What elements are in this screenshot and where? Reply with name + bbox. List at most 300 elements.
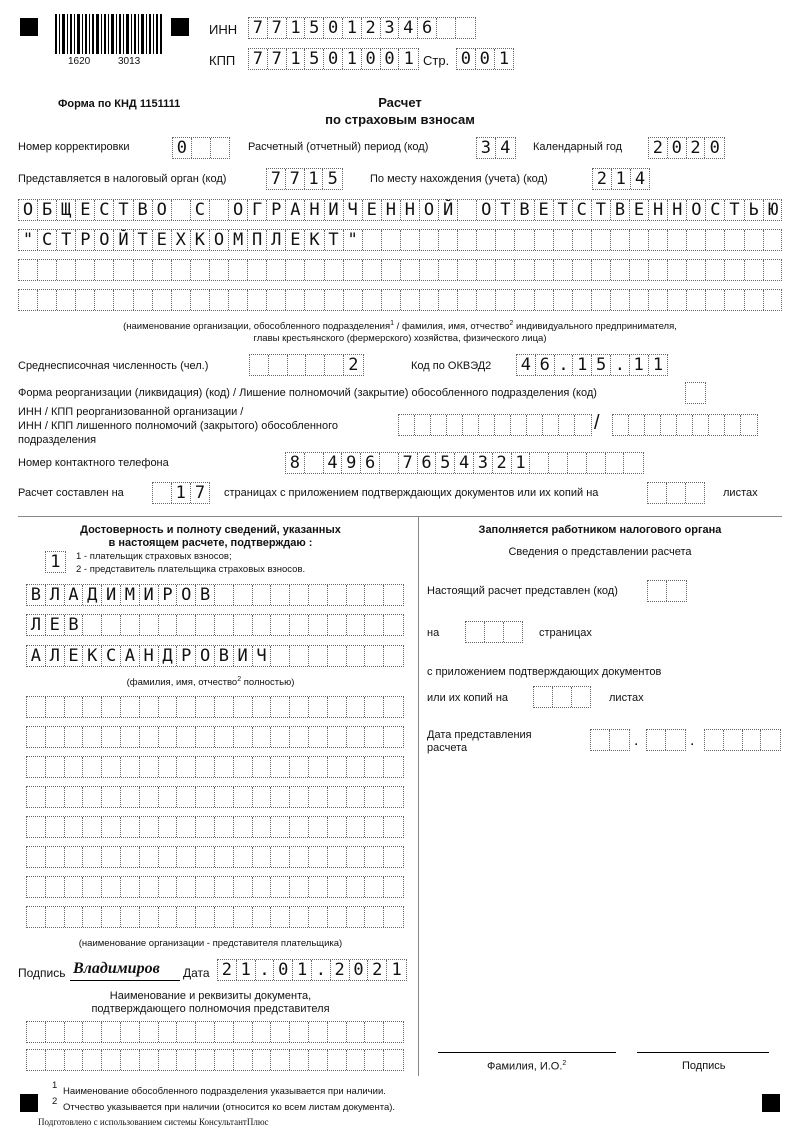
patronymic-field[interactable]: [26, 645, 404, 667]
tax-fio-label: [487, 1060, 566, 1073]
char-cell: Н: [382, 200, 401, 220]
date-field[interactable]: [217, 959, 407, 981]
rep-org-line-2[interactable]: [26, 726, 404, 748]
empty-cell: [196, 697, 215, 717]
rep-org-line-5[interactable]: [26, 816, 404, 838]
char-cell: [382, 230, 401, 250]
doc-line-1[interactable]: [26, 1021, 404, 1043]
empty-cell: [102, 1050, 121, 1070]
empty-cell: [420, 260, 439, 280]
char-cell: К: [191, 230, 210, 250]
empty-cell: [65, 787, 84, 807]
char-cell: [325, 355, 344, 375]
char-cell: [515, 230, 534, 250]
footnote-1: Наименование обособленного подразделения указывается при наличии.: [63, 1086, 386, 1097]
barcode-number-left: 1620: [68, 56, 91, 67]
empty-cell: [234, 787, 253, 807]
char-cell: 1: [293, 960, 312, 980]
right-heading: Заполняется работником налогового органа: [478, 524, 722, 536]
empty-cell: [248, 260, 267, 280]
char-cell: Т: [554, 200, 573, 220]
char-cell: [196, 615, 215, 635]
empty-cell: [463, 415, 479, 435]
empty-cell: [140, 757, 159, 777]
char-cell: [611, 230, 630, 250]
char-cell: 1: [343, 18, 362, 38]
empty-cell: [668, 290, 687, 310]
empty-cell: [745, 290, 764, 310]
char-cell: О: [177, 585, 196, 605]
empty-cell: [234, 847, 253, 867]
empty-cell: [477, 260, 496, 280]
empty-cell: [253, 697, 272, 717]
empty-cell: [253, 877, 272, 897]
empty-cell: [253, 817, 272, 837]
empty-cell: [573, 260, 592, 280]
char-cell: [365, 585, 384, 605]
on-label: на: [427, 627, 440, 639]
char-cell: 5: [305, 49, 324, 69]
pages-field[interactable]: [152, 482, 210, 504]
char-cell: [437, 18, 456, 38]
char-cell: 1: [305, 169, 324, 189]
char-cell: Л: [46, 646, 65, 666]
char-cell: 2: [687, 138, 706, 158]
phone-label: Номер контактного телефона: [18, 457, 169, 469]
location-label: По месту нахождения (учета) (код): [370, 173, 548, 185]
char-cell: С: [573, 200, 592, 220]
empty-cell: [328, 697, 347, 717]
empty-cell: [271, 877, 290, 897]
empty-cell: [344, 290, 363, 310]
sheets-field[interactable]: [647, 482, 705, 504]
char-cell: [159, 615, 178, 635]
char-cell: 0: [709, 137, 720, 158]
empty-cell: [705, 730, 724, 750]
empty-cell: [290, 787, 309, 807]
empty-cell: [572, 687, 591, 707]
submitted-label: Настоящий расчет представлен (код): [427, 585, 618, 597]
empty-cell: [102, 877, 121, 897]
reorg-inn-field[interactable]: [398, 414, 592, 436]
empty-cell: [686, 383, 705, 403]
fio-caption-sup: 2: [237, 676, 242, 683]
char-cell: 1: [172, 483, 191, 503]
char-cell: [456, 18, 475, 38]
footnote-2: Отчество указывается при наличии (относится ко всем листам документа).: [63, 1102, 396, 1113]
empty-cell: [102, 817, 121, 837]
inn-field[interactable]: [248, 17, 476, 39]
char-cell: Ю: [768, 199, 779, 220]
fio-line: [438, 1052, 616, 1053]
char-cell: В: [611, 200, 630, 220]
empty-cell: [102, 847, 121, 867]
phone-field[interactable]: [285, 452, 644, 474]
empty-cell: [365, 757, 384, 777]
empty-cell: [57, 290, 76, 310]
rep-org-line-7[interactable]: [26, 876, 404, 898]
empty-cell: [38, 290, 57, 310]
char-cell: Д: [83, 585, 102, 605]
empty-cell: [153, 290, 172, 310]
empty-cell: [347, 847, 366, 867]
empty-cell: [667, 581, 686, 601]
rep-org-line-6[interactable]: [26, 846, 404, 868]
empty-cell: [196, 1022, 215, 1042]
empty-cell: [121, 727, 140, 747]
char-cell: 2: [348, 354, 359, 375]
empty-cell: [365, 907, 384, 927]
empty-cell: [215, 1050, 234, 1070]
char-cell: 0: [324, 18, 343, 38]
empty-cell: [527, 415, 543, 435]
char-cell: 2: [362, 18, 381, 38]
char-cell: [725, 230, 744, 250]
tax-sheets-field[interactable]: [533, 686, 591, 708]
empty-cell: [140, 817, 159, 837]
okved-field[interactable]: [516, 354, 668, 376]
empty-cell: [309, 787, 328, 807]
empty-cell: [363, 260, 382, 280]
empty-cell: [328, 907, 347, 927]
char-cell: 5: [305, 18, 324, 38]
rep-org-line-4[interactable]: [26, 786, 404, 808]
char-cell: [309, 585, 328, 605]
empty-cell: [535, 260, 554, 280]
empty-cell: [83, 787, 102, 807]
kpp-field[interactable]: [248, 48, 419, 70]
empty-cell: [591, 730, 610, 750]
char-cell: 2: [368, 960, 387, 980]
empty-cell: [159, 787, 178, 807]
char-cell: Н: [140, 646, 159, 666]
tax-signature-label: Подпись: [682, 1060, 726, 1072]
tax-office-label: Представляется в налоговый орган (код): [18, 173, 227, 185]
headcount-field[interactable]: [249, 354, 364, 376]
char-cell: [328, 585, 347, 605]
empty-cell: [554, 290, 573, 310]
char-cell: [306, 355, 325, 375]
char-cell: [649, 230, 668, 250]
empty-cell: [177, 1022, 196, 1042]
char-cell: Р: [159, 585, 178, 605]
empty-cell: [630, 290, 649, 310]
page-subtitle: по страховым взносам: [325, 112, 475, 127]
char-cell: Т: [114, 200, 133, 220]
submit-date-month[interactable]: [646, 729, 686, 751]
org-name-line-1[interactable]: [18, 199, 782, 221]
empty-cell: [420, 290, 439, 310]
empty-cell: [215, 1022, 234, 1042]
year-field[interactable]: [648, 137, 725, 159]
empty-cell: [290, 757, 309, 777]
pages-label: Расчет составлен на: [18, 487, 124, 499]
empty-cell: [515, 260, 534, 280]
empty-cell: [384, 847, 403, 867]
name-field[interactable]: [26, 614, 404, 636]
empty-cell: [309, 877, 328, 897]
char-cell: 0: [476, 49, 495, 69]
char-cell: Е: [65, 646, 84, 666]
char-cell: [347, 585, 366, 605]
empty-cell: [458, 290, 477, 310]
char-cell: [764, 230, 783, 250]
char-cell: Й: [114, 230, 133, 250]
submit-date-label-2: расчета: [427, 742, 468, 754]
year-label: Календарный год: [533, 141, 623, 153]
empty-cell: [121, 697, 140, 717]
signer-code-field[interactable]: [45, 551, 66, 573]
org-caption-sup-2: 2: [509, 320, 514, 327]
submit-date-day[interactable]: [590, 729, 630, 751]
char-cell: Л: [267, 230, 286, 250]
org-name-line-3[interactable]: [18, 259, 782, 281]
char-cell: 1: [630, 355, 649, 375]
empty-cell: [309, 727, 328, 747]
char-cell: [568, 453, 587, 473]
empty-cell: [83, 817, 102, 837]
empty-cell: [290, 817, 309, 837]
char-cell: 0: [173, 138, 192, 158]
char-cell: Н: [649, 200, 668, 220]
empty-cell: [286, 260, 305, 280]
empty-cell: [27, 727, 46, 747]
char-cell: В: [515, 200, 534, 220]
tax-office-field[interactable]: [266, 168, 343, 190]
char-cell: Е: [46, 615, 65, 635]
period-field[interactable]: [476, 137, 516, 159]
empty-cell: [65, 697, 84, 717]
char-cell: 3: [477, 138, 496, 158]
empty-cell: [645, 415, 661, 435]
empty-cell: [27, 1022, 46, 1042]
char-cell: 1: [237, 960, 256, 980]
date-label: Дата: [183, 966, 210, 980]
empty-cell: [196, 1050, 215, 1070]
empty-cell: [234, 757, 253, 777]
empty-cell: [401, 290, 420, 310]
empty-cell: [159, 727, 178, 747]
char-cell: [573, 230, 592, 250]
char-cell: [328, 615, 347, 635]
correction-field[interactable]: [172, 137, 230, 159]
empty-cell: [46, 757, 65, 777]
rep-org-line-8[interactable]: [26, 906, 404, 928]
empty-cell: [253, 847, 272, 867]
empty-cell: [46, 1050, 65, 1070]
empty-cell: [649, 290, 668, 310]
char-cell: 0: [274, 960, 293, 980]
empty-cell: [743, 730, 762, 750]
char-cell: [253, 585, 272, 605]
left-heading-2: в настоящем расчете, подтверждаю :: [108, 537, 313, 549]
empty-cell: [344, 260, 363, 280]
empty-cell: [83, 727, 102, 747]
empty-cell: [725, 415, 741, 435]
empty-cell: [196, 757, 215, 777]
char-cell: [630, 230, 649, 250]
empty-cell: [677, 415, 693, 435]
char-cell: [234, 585, 253, 605]
empty-cell: [328, 727, 347, 747]
empty-cell: [65, 727, 84, 747]
sheets-label: листах: [723, 487, 758, 499]
empty-cell: [347, 727, 366, 747]
signature-label: Подпись: [18, 966, 66, 980]
char-cell: [290, 615, 309, 635]
rep-org-line-1[interactable]: [26, 696, 404, 718]
char-cell: 0: [350, 960, 369, 980]
empty-cell: [215, 787, 234, 807]
empty-cell: [611, 260, 630, 280]
empty-cell: [271, 817, 290, 837]
empty-cell: [309, 697, 328, 717]
empty-cell: [477, 290, 496, 310]
char-cell: .: [312, 960, 331, 980]
empty-cell: [140, 877, 159, 897]
char-cell: Щ: [57, 200, 76, 220]
fio-caption: [18, 676, 403, 688]
column-divider: [418, 516, 419, 1076]
signer-option-1: 1 - плательщик страховых взносов;: [76, 551, 232, 562]
empty-cell: [267, 290, 286, 310]
org-caption-part-a: (наименование организации, обособленного подразделения: [123, 321, 391, 333]
empty-cell: [365, 727, 384, 747]
corner-mark-top-left: [20, 18, 38, 36]
empty-cell: [140, 1022, 159, 1042]
char-cell: 3: [474, 453, 493, 473]
empty-cell: [65, 847, 84, 867]
char-cell: [347, 615, 366, 635]
submitted-code-field[interactable]: [647, 580, 687, 602]
submit-date-year[interactable]: [704, 729, 781, 751]
char-cell: Ч: [344, 200, 363, 220]
rep-org-line-3[interactable]: [26, 756, 404, 778]
rep-caption: (наименование организации - представителя плательщика): [78, 938, 343, 949]
empty-cell: [172, 260, 191, 280]
empty-cell: [65, 817, 84, 837]
empty-cell: [347, 907, 366, 927]
empty-cell: [328, 847, 347, 867]
org-name-line-2[interactable]: [18, 229, 782, 251]
empty-cell: [177, 787, 196, 807]
empty-cell: [384, 907, 403, 927]
empty-cell: [328, 877, 347, 897]
char-cell: Т: [57, 230, 76, 250]
char-cell: [215, 615, 234, 635]
char-cell: Е: [363, 200, 382, 220]
empty-cell: [210, 260, 229, 280]
char-cell: О: [196, 646, 215, 666]
char-cell: [347, 646, 366, 666]
empty-cell: [384, 877, 403, 897]
empty-cell: [215, 697, 234, 717]
empty-cell: [382, 290, 401, 310]
empty-cell: [290, 847, 309, 867]
empty-cell: [724, 730, 743, 750]
char-cell: Г: [248, 200, 267, 220]
empty-cell: [534, 687, 553, 707]
empty-cell: [177, 877, 196, 897]
empty-cell: [253, 1022, 272, 1042]
empty-cell: [347, 1022, 366, 1042]
char-cell: 1: [512, 453, 531, 473]
char-cell: В: [196, 585, 215, 605]
org-name-line-4[interactable]: [18, 289, 782, 311]
empty-cell: [554, 260, 573, 280]
empty-cell: [234, 877, 253, 897]
char-cell: 5: [327, 168, 338, 189]
headcount-label: Среднесписочная численность (чел.): [18, 360, 209, 372]
tax-pages-field[interactable]: [465, 621, 523, 643]
empty-cell: [592, 260, 611, 280]
empty-cell: [328, 817, 347, 837]
footnote-2-number: 2: [52, 1096, 58, 1107]
correction-label: Номер корректировки: [18, 141, 130, 153]
empty-cell: [248, 290, 267, 310]
char-cell: [271, 585, 290, 605]
char-cell: [458, 230, 477, 250]
reorg-kpp-field[interactable]: [612, 414, 758, 436]
tax-fio-sup: 2: [562, 1060, 567, 1067]
empty-cell: [46, 787, 65, 807]
location-field[interactable]: [592, 168, 650, 190]
empty-cell: [210, 290, 229, 310]
char-cell: 1: [612, 169, 631, 189]
char-cell: 6: [418, 18, 437, 38]
empty-cell: [382, 260, 401, 280]
reorg-code-field[interactable]: [685, 382, 706, 404]
empty-cell: [613, 415, 629, 435]
page-number-field[interactable]: [456, 48, 514, 70]
empty-cell: [83, 907, 102, 927]
empty-cell: [121, 1022, 140, 1042]
char-cell: Ь: [745, 200, 764, 220]
empty-cell: [83, 847, 102, 867]
empty-cell: [761, 730, 780, 750]
surname-field[interactable]: [26, 584, 404, 606]
empty-cell: [648, 581, 667, 601]
char-cell: [458, 200, 477, 220]
empty-cell: [65, 757, 84, 777]
char-cell: [309, 646, 328, 666]
empty-cell: [741, 415, 757, 435]
empty-cell: [649, 260, 668, 280]
empty-cell: [177, 1050, 196, 1070]
empty-cell: [271, 847, 290, 867]
empty-cell: [535, 290, 554, 310]
empty-cell: [496, 290, 515, 310]
empty-cell: [271, 1022, 290, 1042]
char-cell: Е: [535, 200, 554, 220]
date-dot-2: .: [690, 732, 695, 749]
empty-cell: [177, 757, 196, 777]
empty-cell: [384, 727, 403, 747]
char-cell: О: [420, 200, 439, 220]
char-cell: 1: [343, 49, 362, 69]
empty-cell: [365, 787, 384, 807]
char-cell: Ч: [253, 646, 272, 666]
empty-cell: [363, 290, 382, 310]
reorg-inn-label-3: подразделения: [18, 434, 97, 446]
char-cell: [535, 230, 554, 250]
char-cell: К: [305, 230, 324, 250]
tax-pages-label: страницах: [539, 627, 592, 639]
empty-cell: [95, 260, 114, 280]
empty-cell: [121, 757, 140, 777]
doc-line-2[interactable]: [26, 1049, 404, 1071]
empty-cell: [347, 697, 366, 717]
